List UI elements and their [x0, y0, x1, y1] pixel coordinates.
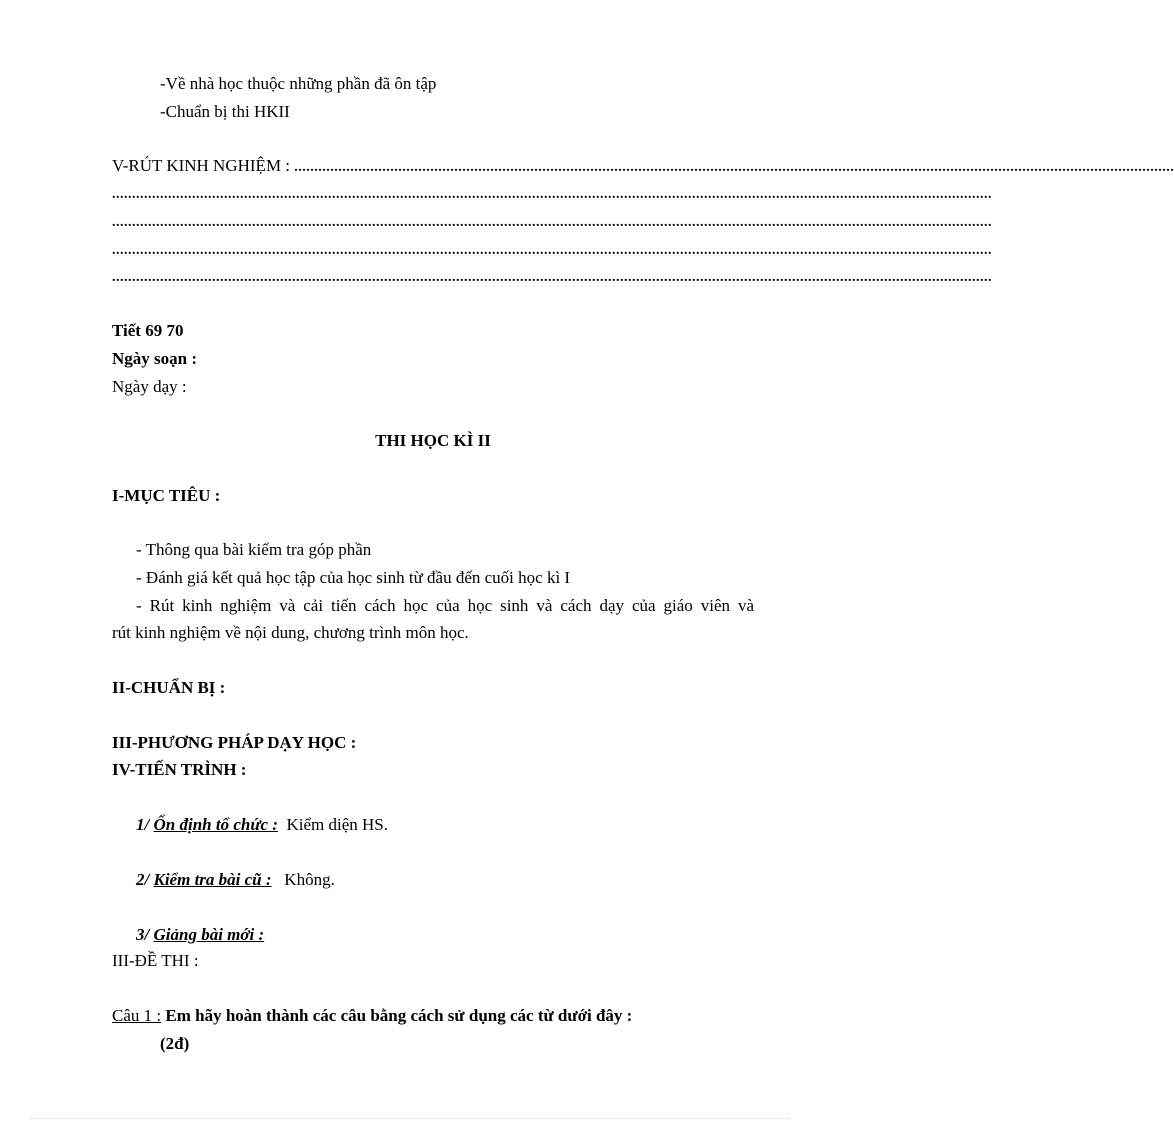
- objective-item-continued: rút kinh nghiệm về nội dung, chương trình môn học.: [112, 623, 469, 642]
- rut-kinh-nghiem-dots: ............................................................................................................................................................................................................................: [294, 160, 1174, 175]
- exam-heading: III-ĐỀ THI :: [112, 951, 199, 970]
- step-label: Kiểm tra bài cũ :: [153, 870, 272, 889]
- rut-kinh-nghiem-row: [112, 155, 1174, 179]
- objective-item: - Đánh giá kết quả học tập của học sinh từ đầu đến cuối học kì I: [136, 568, 571, 587]
- prev-exam-prep-line: -Chuẩn bị thi HKII: [160, 102, 290, 121]
- rut-kinh-nghiem-label: V-RÚT KINH NGHIỆM :: [112, 156, 291, 175]
- dotted-line: ............................................................................................................................................................................................................................: [112, 187, 992, 202]
- question-1: [112, 1005, 632, 1027]
- prev-homework-line: -Về nhà học thuộc những phần đã ôn tập: [160, 74, 437, 93]
- objectives-heading: I-MỤC TIÊU :: [112, 486, 221, 505]
- step-organize: [136, 814, 388, 836]
- step-label: Giảng bài mới :: [153, 925, 265, 944]
- dotted-line: ............................................................................................................................................................................................................................: [112, 243, 992, 258]
- objective-item: - Thông qua bài kiểm tra góp phần: [136, 540, 372, 559]
- step-number: 1/: [136, 815, 150, 834]
- teach-date: Ngày dạy :: [112, 377, 187, 396]
- dotted-line: ............................................................................................................................................................................................................................: [112, 270, 992, 285]
- preparation-heading: II-CHUẨN BỊ :: [112, 678, 226, 697]
- step-text: Không.: [284, 870, 335, 889]
- dotted-line: ............................................................................................................................................................................................................................: [112, 215, 992, 230]
- page-title: THI HỌC KÌ II: [375, 431, 491, 450]
- procedure-heading: IV-TIẾN TRÌNH :: [112, 760, 247, 779]
- methods-heading: III-PHƯƠNG PHÁP DẠY HỌC :: [112, 733, 357, 752]
- question-1-text: Em hãy hoàn thành các câu bằng cách sử dụng các từ dưới đây :: [165, 1006, 633, 1025]
- question-1-label: Câu 1 :: [112, 1006, 162, 1025]
- objective-item: - Rút kinh nghiệm và cải tiến cách học của học sinh và cách dạy của giáo viên và: [136, 596, 754, 615]
- lesson-period: Tiết 69 70: [112, 321, 184, 340]
- page-bottom-divider: [30, 1118, 790, 1119]
- step-number: 3/: [136, 925, 150, 944]
- step-new-lesson: [136, 924, 264, 946]
- step-text: Kiểm diện HS.: [286, 815, 388, 834]
- step-review: [136, 869, 335, 891]
- step-number: 2/: [136, 870, 150, 889]
- step-label: Ổn định tổ chức :: [153, 815, 278, 834]
- question-1-points: (2đ): [160, 1034, 190, 1053]
- prep-date: Ngày soạn :: [112, 349, 198, 368]
